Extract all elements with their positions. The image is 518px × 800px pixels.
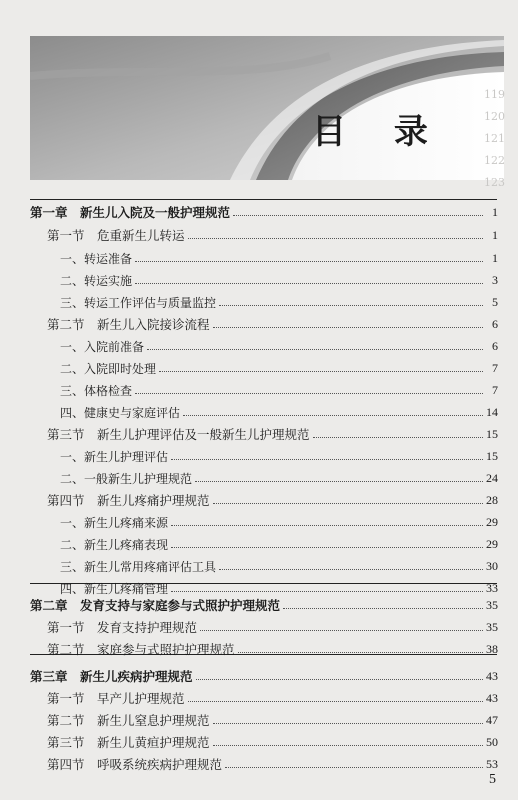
toc-entry-page: 30 xyxy=(486,558,498,573)
toc-entry-section xyxy=(0,423,518,445)
toc-entry-item xyxy=(0,467,518,489)
toc-entry-section xyxy=(0,489,518,511)
toc-entry-section xyxy=(0,224,518,246)
toc-entry-label: 第二节 新生儿窒息护理规范 xyxy=(47,713,210,728)
toc-entry-page: 28 xyxy=(486,492,498,507)
toc-entry-item xyxy=(0,445,518,467)
toc-entry-page: 35 xyxy=(486,619,498,634)
toc-leader-dots xyxy=(213,723,483,724)
toc-entry-label: 第三节 新生儿黄疸护理规范 xyxy=(47,735,210,750)
ghost-text: 120 xyxy=(484,110,505,123)
toc-entry-chapter xyxy=(0,665,518,687)
toc-leader-dots xyxy=(183,415,483,416)
toc-entry-page: 1 xyxy=(492,250,498,265)
toc-entry-page: 47 xyxy=(486,712,498,727)
toc-leader-dots xyxy=(213,327,483,328)
toc-entry-label: 第一节 发育支持护理规范 xyxy=(47,620,198,635)
toc-leader-dots xyxy=(213,745,483,746)
toc-entry-item xyxy=(0,533,518,555)
toc-entry-section xyxy=(0,709,518,731)
toc-leader-dots xyxy=(213,503,483,504)
toc-entry-label: 二、新生儿疼痛表现 xyxy=(60,537,169,552)
ghost-text: 121 xyxy=(484,132,505,145)
toc-entry-section xyxy=(0,753,518,775)
toc-entry-label: 二、转运实施 xyxy=(60,273,133,288)
toc-entry-label: 一、转运准备 xyxy=(60,251,133,266)
toc-entry-label: 第二节 新生儿入院接诊流程 xyxy=(47,317,210,332)
toc-entry-item xyxy=(0,357,518,379)
toc-entry-chapter xyxy=(0,594,518,616)
toc-entry-label: 四、新生儿疼痛管理 xyxy=(60,581,169,596)
ghost-text: 122 xyxy=(484,154,505,167)
toc-entry-label: 第二章 发育支持与家庭参与式照护护理规范 xyxy=(30,598,281,613)
toc-leader-dots xyxy=(225,767,483,768)
toc-entry-label: 一、新生儿护理评估 xyxy=(60,449,169,464)
toc-entry-section xyxy=(0,616,518,638)
toc-entry-page: 24 xyxy=(486,470,498,485)
toc-leader-dots xyxy=(313,437,483,438)
toc-entry-label: 四、健康史与家庭评估 xyxy=(60,405,181,420)
toc-entry-page: 6 xyxy=(492,316,498,331)
toc-entry-label: 三、体格检查 xyxy=(60,383,133,398)
toc-leader-dots xyxy=(283,608,483,609)
toc-entry-label: 第三章 新生儿疾病护理规范 xyxy=(30,669,193,684)
toc-leader-dots xyxy=(171,459,483,460)
toc-leader-dots xyxy=(171,591,483,592)
toc-entry-label: 三、新生儿常用疼痛评估工具 xyxy=(60,559,217,574)
toc-leader-dots xyxy=(200,630,483,631)
toc-entry-item xyxy=(0,401,518,423)
toc-entry-section xyxy=(0,638,518,660)
toc-entry-label: 一、入院前准备 xyxy=(60,339,145,354)
page-number: 5 xyxy=(489,772,496,787)
toc-entry-label: 三、转运工作评估与质量监控 xyxy=(60,295,217,310)
toc-entry-item xyxy=(0,555,518,577)
toc-leader-dots xyxy=(147,349,483,350)
toc-entry-page: 50 xyxy=(486,734,498,749)
toc-entry-section xyxy=(0,731,518,753)
toc-entry-item xyxy=(0,269,518,291)
toc-entry-label: 二、入院即时处理 xyxy=(60,361,157,376)
toc-entry-label: 第四节 新生儿疼痛护理规范 xyxy=(47,493,210,508)
toc-leader-dots xyxy=(171,547,483,548)
toc-leader-dots xyxy=(196,679,483,680)
toc-entry-page: 35 xyxy=(486,597,498,612)
toc-entry-page: 6 xyxy=(492,338,498,353)
toc-entry-label: 二、一般新生儿护理规范 xyxy=(60,471,193,486)
toc-entry-item xyxy=(0,291,518,313)
toc-entry-page: 33 xyxy=(486,580,498,595)
toc-leader-dots xyxy=(159,371,483,372)
toc-entry-item xyxy=(0,511,518,533)
toc-leader-dots xyxy=(219,305,483,306)
toc-entry-page: 38 xyxy=(486,641,498,656)
ghost-text: 123 xyxy=(484,176,505,189)
toc-entry-page: 7 xyxy=(492,382,498,397)
page-title: 目 录 xyxy=(312,112,446,152)
toc-leader-dots xyxy=(219,569,483,570)
ghost-text: 119 xyxy=(484,88,505,101)
toc-entry-page: 15 xyxy=(486,448,498,463)
toc-entry-page: 43 xyxy=(486,690,498,705)
toc-entry-page: 7 xyxy=(492,360,498,375)
toc-leader-dots xyxy=(188,238,483,239)
toc-entry-item xyxy=(0,247,518,269)
toc-leader-dots xyxy=(171,525,483,526)
toc-entry-page: 53 xyxy=(486,756,498,771)
toc-entry-label: 第四节 呼吸系统疾病护理规范 xyxy=(47,757,223,772)
toc-entry-page: 1 xyxy=(492,227,498,242)
toc-leader-dots xyxy=(135,283,483,284)
toc-entry-section xyxy=(0,313,518,335)
toc-leader-dots xyxy=(135,261,483,262)
toc-entry-page: 43 xyxy=(486,668,498,683)
toc-entry-label: 第一节 危重新生儿转运 xyxy=(47,228,185,243)
toc-entry-page: 3 xyxy=(492,272,498,287)
toc-entry-page: 1 xyxy=(492,204,498,219)
toc-entry-page: 29 xyxy=(486,536,498,551)
toc-leader-dots xyxy=(195,481,483,482)
toc-entry-page: 29 xyxy=(486,514,498,529)
toc-entry-label: 第三节 新生儿护理评估及一般新生儿护理规范 xyxy=(47,427,310,442)
toc-leader-dots xyxy=(238,652,483,653)
toc-entry-label: 一、新生儿疼痛来源 xyxy=(60,515,169,530)
toc-entry-section xyxy=(0,687,518,709)
toc-entry-label: 第一章 新生儿入院及一般护理规范 xyxy=(30,205,231,220)
toc-entry-page: 15 xyxy=(486,426,498,441)
toc-entry-label: 第一节 早产儿护理规范 xyxy=(47,691,185,706)
toc-leader-dots xyxy=(135,393,483,394)
toc-entry-chapter xyxy=(0,201,518,223)
toc-entry-page: 5 xyxy=(492,294,498,309)
toc-leader-dots xyxy=(233,215,483,216)
toc-entry-item xyxy=(0,379,518,401)
toc-entry-item xyxy=(0,335,518,357)
toc-entry-label: 第二节 家庭参与式照护护理规范 xyxy=(47,642,235,657)
toc-leader-dots xyxy=(188,701,483,702)
toc-entry-page: 14 xyxy=(486,404,498,419)
